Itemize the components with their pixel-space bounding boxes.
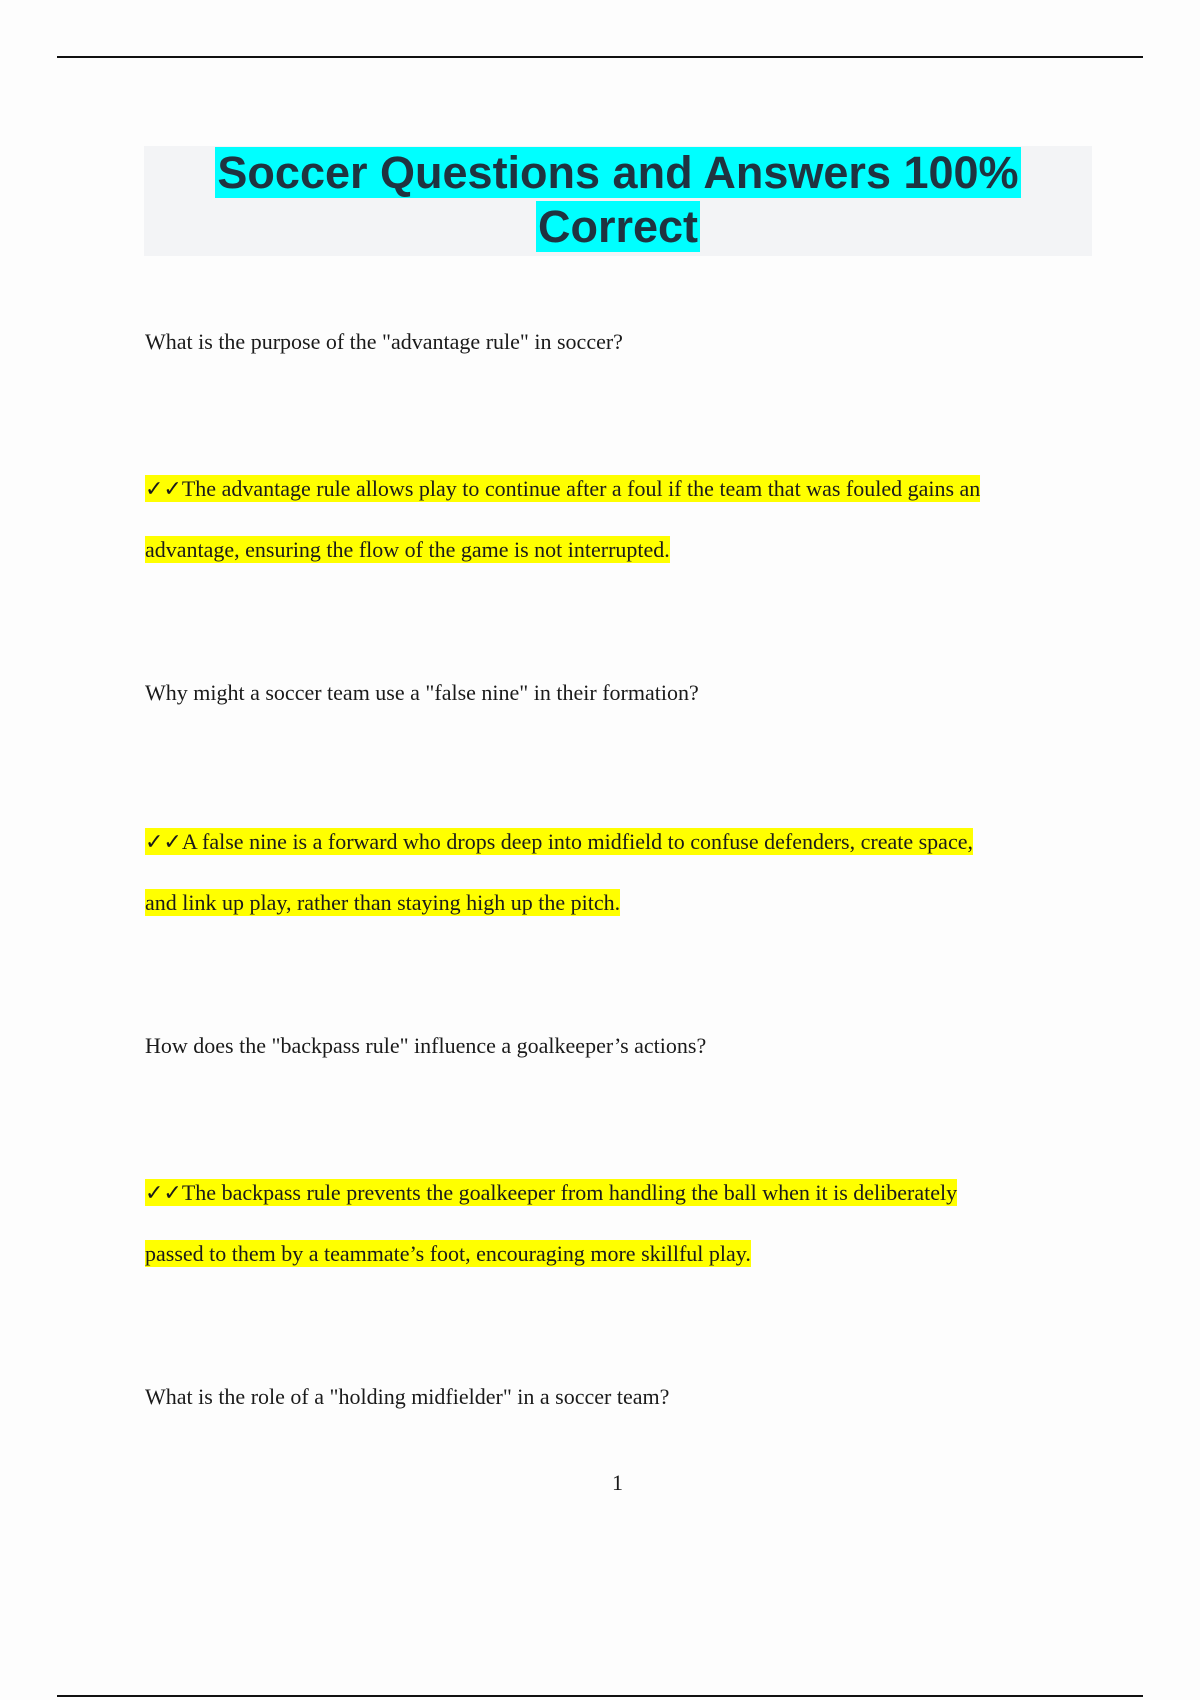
answer-2-line2: and link up play, rather than staying high up the pitch. [145, 890, 621, 915]
header-rule [57, 56, 1143, 58]
answer-1-line2: advantage, ensuring the flow of the game is not interrupted. [145, 537, 670, 562]
question-3: How does the "backpass rule" influence a goalkeeper’s actions? [145, 1033, 707, 1058]
answer-1-line1: ✓✓The advantage rule allows play to continue after a foul if the team that was fouled gains an [145, 476, 981, 501]
document-title-line2: Correct [537, 201, 699, 252]
question-4: What is the role of a "holding midfielder" in a soccer team? [145, 1384, 670, 1409]
footer-rule [57, 1695, 1143, 1697]
answer-3-line2: passed to them by a teammate’s foot, encouraging more skillful play. [145, 1241, 751, 1266]
document-title-box [144, 146, 1092, 256]
question-1: What is the purpose of the "advantage rule" in soccer? [145, 329, 623, 354]
question-2: Why might a soccer team use a "false nine" in their formation? [145, 680, 699, 705]
answer-2-line1: ✓✓A false nine is a forward who drops deep into midfield to confuse defenders, create space, [145, 829, 973, 854]
answer-3-line1: ✓✓The backpass rule prevents the goalkeeper from handling the ball when it is deliberately [145, 1180, 958, 1205]
document-title-line1: Soccer Questions and Answers 100% [217, 147, 1019, 198]
page-number: 1 [612, 1470, 623, 1495]
